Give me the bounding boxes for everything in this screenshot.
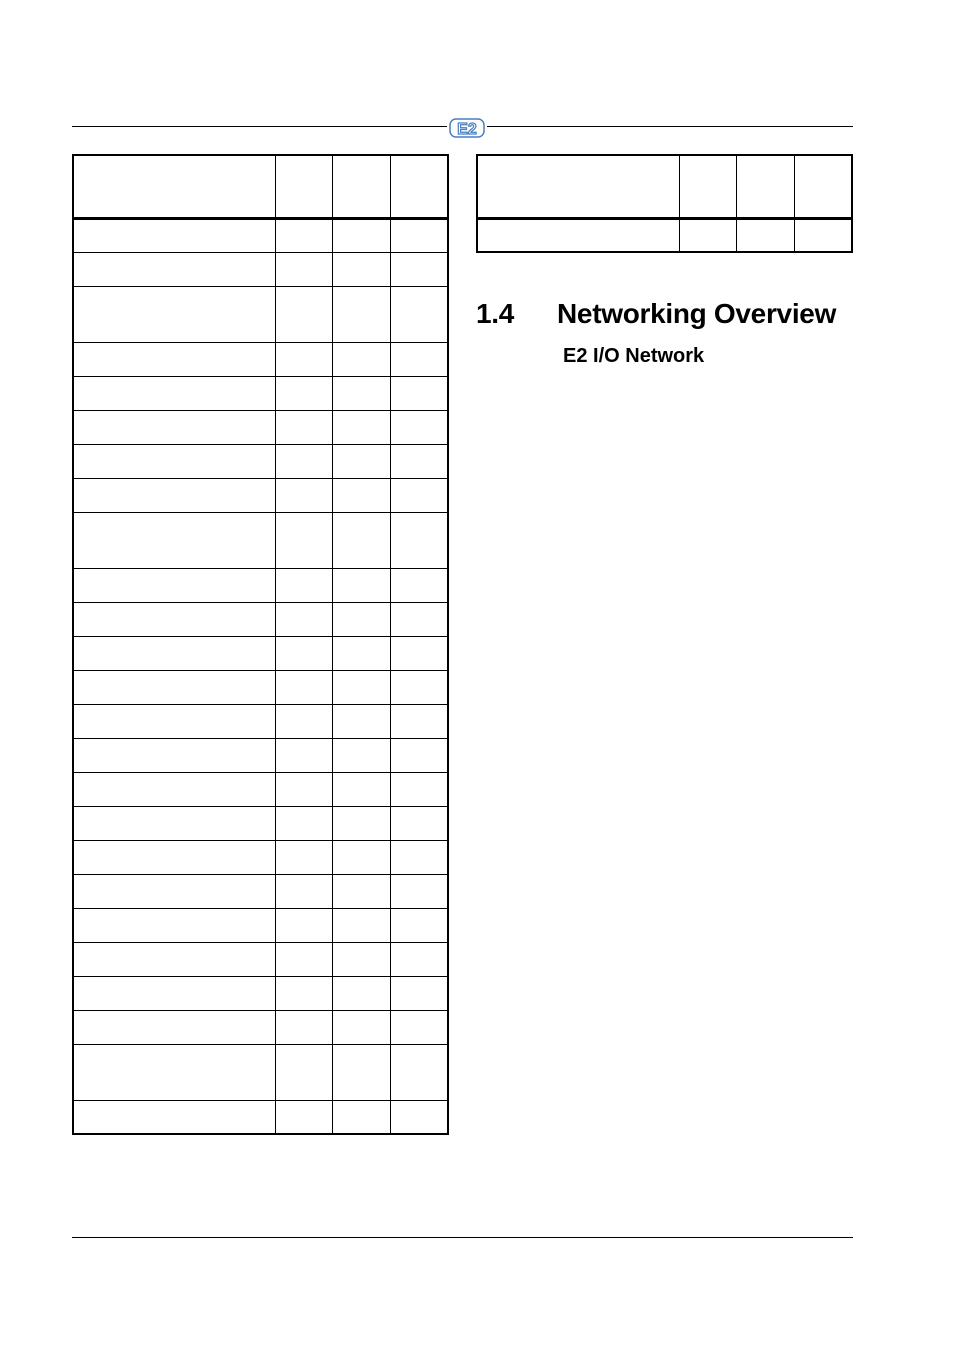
left-table-cell	[332, 512, 390, 568]
left-table-cell	[73, 444, 275, 478]
left-table-cell	[390, 252, 448, 286]
left-table-row	[73, 410, 448, 444]
left-table-row	[73, 908, 448, 942]
left-table-cell	[332, 478, 390, 512]
left-table-cell	[390, 342, 448, 376]
left-table-cell	[275, 806, 332, 840]
section-number: 1.4	[476, 298, 515, 329]
left-table-cell	[332, 342, 390, 376]
left-table-cell	[390, 636, 448, 670]
footer-rule	[72, 1237, 853, 1238]
left-table-cell	[332, 568, 390, 602]
left-table-cell	[332, 704, 390, 738]
left-table-cell	[390, 602, 448, 636]
left-table-cell	[275, 444, 332, 478]
right-table-cell	[736, 218, 794, 252]
left-table-row	[73, 704, 448, 738]
right-table-cell	[794, 218, 852, 252]
left-table-cell	[332, 874, 390, 908]
left-table-cell	[73, 342, 275, 376]
left-table-header-row	[73, 155, 448, 218]
left-table-row	[73, 376, 448, 410]
section-heading	[476, 298, 836, 330]
left-table-cell	[73, 410, 275, 444]
left-table-row	[73, 1044, 448, 1100]
left-table-cell	[275, 976, 332, 1010]
left-table-cell	[332, 155, 390, 218]
left-table-cell	[332, 376, 390, 410]
right-table-cell	[679, 218, 736, 252]
left-table-cell	[73, 636, 275, 670]
subsection-heading: E2 I/O Network	[563, 345, 705, 367]
left-table-cell	[73, 874, 275, 908]
left-table-cell	[275, 738, 332, 772]
left-table-cell	[275, 704, 332, 738]
section-title: Networking Overview	[557, 298, 837, 329]
left-table-cell	[73, 976, 275, 1010]
left-table-cell	[275, 342, 332, 376]
left-table-cell	[332, 1044, 390, 1100]
left-table-row	[73, 252, 448, 286]
left-table-cell	[73, 1100, 275, 1134]
left-table	[72, 154, 449, 1135]
right-table	[476, 154, 853, 253]
left-table-cell	[73, 806, 275, 840]
left-table-cell	[332, 218, 390, 252]
left-table-cell	[275, 252, 332, 286]
right-table-cell	[477, 155, 679, 218]
left-table-cell	[390, 874, 448, 908]
left-table-cell	[73, 155, 275, 218]
left-table-cell	[390, 942, 448, 976]
left-table-cell	[332, 840, 390, 874]
left-table-cell	[390, 444, 448, 478]
left-table-cell	[390, 1044, 448, 1100]
left-table-row	[73, 512, 448, 568]
left-table-cell	[390, 1010, 448, 1044]
left-table-cell	[275, 908, 332, 942]
left-table-cell	[73, 602, 275, 636]
left-table-cell	[73, 286, 275, 342]
left-table-row	[73, 874, 448, 908]
left-table-cell	[332, 772, 390, 806]
left-table-cell	[390, 410, 448, 444]
left-table-row	[73, 976, 448, 1010]
left-table-cell	[332, 410, 390, 444]
left-table-cell	[390, 376, 448, 410]
left-table-row	[73, 478, 448, 512]
right-table-cell	[679, 155, 736, 218]
left-table-cell	[73, 942, 275, 976]
left-table-row	[73, 636, 448, 670]
left-table-cell	[73, 704, 275, 738]
left-table-cell	[332, 252, 390, 286]
left-table-cell	[390, 1100, 448, 1134]
left-table-row	[73, 218, 448, 252]
left-table-row	[73, 806, 448, 840]
left-table-cell	[390, 155, 448, 218]
left-table-row	[73, 444, 448, 478]
left-table-cell	[390, 512, 448, 568]
left-table-cell	[73, 772, 275, 806]
left-table-cell	[73, 1010, 275, 1044]
left-table-cell	[390, 670, 448, 704]
left-table-row	[73, 670, 448, 704]
left-table-cell	[390, 568, 448, 602]
left-table-cell	[73, 908, 275, 942]
left-table-cell	[73, 738, 275, 772]
left-table-cell	[332, 1100, 390, 1134]
left-table-cell	[73, 1044, 275, 1100]
left-table-cell	[390, 976, 448, 1010]
left-table-row	[73, 568, 448, 602]
left-table-cell	[275, 218, 332, 252]
left-table-cell	[390, 478, 448, 512]
left-table-cell	[390, 704, 448, 738]
left-table-cell	[73, 478, 275, 512]
left-table-row	[73, 942, 448, 976]
left-table-cell	[332, 806, 390, 840]
left-table-cell	[390, 286, 448, 342]
left-table-cell	[275, 1010, 332, 1044]
left-table-row	[73, 602, 448, 636]
left-table-cell	[332, 636, 390, 670]
left-table-cell	[73, 376, 275, 410]
right-table-cell	[736, 155, 794, 218]
left-table-cell	[73, 568, 275, 602]
left-table-row	[73, 772, 448, 806]
left-table-cell	[275, 512, 332, 568]
left-table-cell	[390, 840, 448, 874]
left-table-cell	[73, 252, 275, 286]
left-table-cell	[275, 410, 332, 444]
left-table-cell	[332, 942, 390, 976]
left-table-cell	[332, 602, 390, 636]
left-table-cell	[332, 670, 390, 704]
right-table-header-row	[477, 155, 852, 218]
left-table-cell	[332, 1010, 390, 1044]
left-table-cell	[73, 218, 275, 252]
left-table-cell	[332, 286, 390, 342]
left-table-cell	[332, 976, 390, 1010]
left-table-cell	[275, 840, 332, 874]
left-table-row	[73, 738, 448, 772]
left-table-cell	[275, 874, 332, 908]
svg-text:E2: E2	[457, 121, 477, 138]
left-table-cell	[275, 1044, 332, 1100]
left-table-cell	[73, 840, 275, 874]
left-table-cell	[275, 286, 332, 342]
left-table-cell	[390, 738, 448, 772]
left-table-cell	[275, 602, 332, 636]
left-table-cell	[275, 155, 332, 218]
left-table-cell	[390, 772, 448, 806]
left-table-cell	[332, 908, 390, 942]
left-table-cell	[275, 942, 332, 976]
left-table-cell	[390, 806, 448, 840]
left-table-cell	[390, 218, 448, 252]
left-table-row	[73, 1100, 448, 1134]
right-table-cell	[477, 218, 679, 252]
left-table-cell	[390, 908, 448, 942]
left-table-cell	[275, 1100, 332, 1134]
left-table-cell	[275, 478, 332, 512]
left-table-cell	[275, 636, 332, 670]
left-table-row	[73, 342, 448, 376]
e2-logo	[447, 114, 487, 142]
left-table-row	[73, 286, 448, 342]
left-table-row	[73, 840, 448, 874]
left-table-cell	[275, 772, 332, 806]
left-table-cell	[275, 670, 332, 704]
left-table-row	[73, 1010, 448, 1044]
right-table-row	[477, 218, 852, 252]
left-table-cell	[332, 444, 390, 478]
left-table-cell	[73, 670, 275, 704]
left-table-cell	[275, 376, 332, 410]
right-table-cell	[794, 155, 852, 218]
left-table-cell	[73, 512, 275, 568]
e2-logo-icon	[447, 114, 487, 142]
left-table-cell	[332, 738, 390, 772]
left-table-cell	[275, 568, 332, 602]
